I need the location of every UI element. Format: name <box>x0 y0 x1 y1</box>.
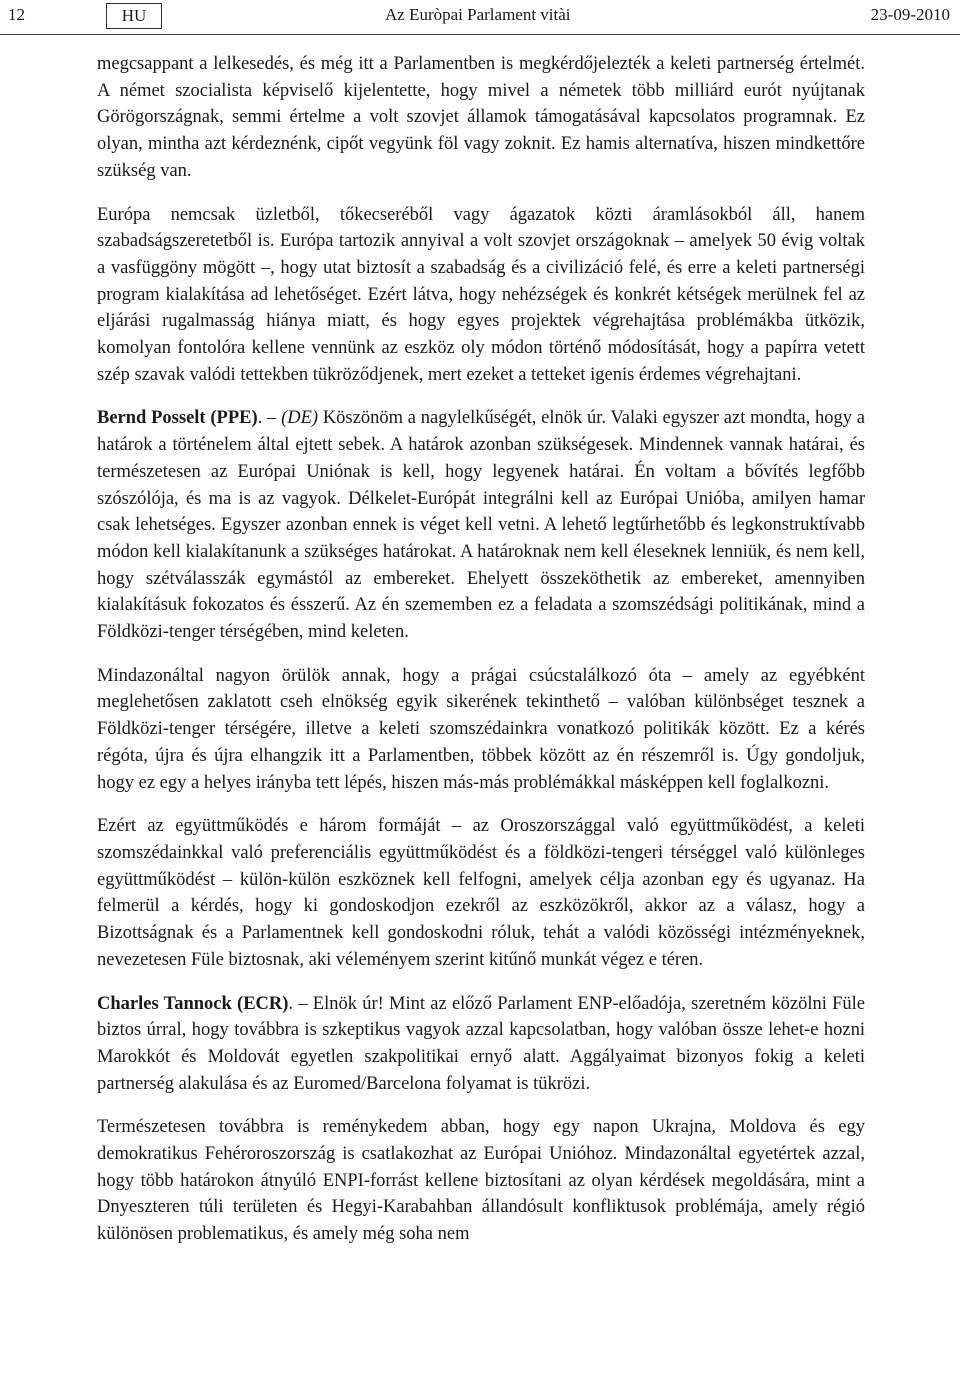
paragraph: Ezért az együttműködés e három formáját – az Oroszországgal való együttműködést, a keleti szomszédainkkal való preferenciális együttműködést és a földközi-tengeri térséggel való különleges együttműködést – külön-külön eszköznek kell felfogni, amelyek célja azonban egy és ugyanaz. Ha felmerül a kérdés, hogy ki gondoskodjon ezekről az eszközökről, akkor az a válasz, hogy a Bizottságnak és a Parlamentnek kell gondoskodni róluk, tehát a valódi közösségi intézményeknek, nevezetesen Füle biztosnak, aki véleményem szerint kitűnő munkát végez e téren. <box>97 816 865 970</box>
page-number: 12 <box>8 5 25 24</box>
speech-paragraph <box>97 991 865 1098</box>
speaker-separator: . – <box>288 993 313 1014</box>
page-header <box>0 0 960 35</box>
speech-paragraph <box>97 405 865 645</box>
speaker-name: Bernd Posselt (PPE) <box>97 408 258 429</box>
speaker-separator: . – <box>257 408 282 429</box>
language-badge: HU <box>106 3 162 29</box>
publication-date: 23-09-2010 <box>870 5 950 24</box>
paragraph: Európa nemcsak üzletből, tőkecseréből vagy ágazatok közti áramlásokból áll, hanem szabadságszeretetből is. Európa tartozik annyival a volt szovjet országoknak – amelyek 50 évig voltak a vasfüggöny mögött –, hogy utat biztosít a szabadság és a civilizáció felé, és erre a keleti partnerségi program kialakítása ad lehetőséget. Ezért látva, hogy nehézségek és konkrét kétségek merülnek fel az eljárási rugalmasság hiánya miatt, és hogy egyes projektek végrehajtása problémákba ütközik, komolyan fontolóra kellene vennünk az eszköz oly módon történő módosítását, hogy a papírra vetett szép szavak valódi tettekben tükröződjenek, mert ezeket a tetteket igenis érdemes végrehajtani. <box>97 204 865 385</box>
original-language: (DE) <box>281 408 319 429</box>
speech-text: Elnök úr! Mint az előző Parlament ENP-előadója, szeretném közölni Füle biztos úrral, hogy továbbra is szkeptikus vagyok azzal kapcsolatban, hogy valóban össze lehet-e hozni Marokkót és Moldovát egyetlen szakpolitikai ernyő alatt. Aggályaimat bizonyos fokig a keleti partnerség alakulása és az Euromed/Barcelona folyamat is tükrözi. <box>97 993 865 1094</box>
speech-text: Köszönöm a nagylelkűségét, elnök úr. Valaki egyszer azt mondta, hogy a határok a történelem által ejtett sebek. A határok azonban szükségesek. Mindennek vannak határai, és természetesen az Európai Uniónak is kell, hogy legyenek határai. Én voltam a bővítés legfőbb szószólója, és ma is az vagyok. Délkelet-Európát integrálni kell az Európai Unióba, amilyen hamar csak lehetséges. Egyszer azonban ennek is véget kell vetni. A lehető legtűrhetőbb és legkonstruktívabb módon kell kialakítanunk a szükséges határokat. A határoknak nem kell éleseknek lenniük, és nem kell, hogy szétválasszák egymástól az embereket. Ehelyett összeköthetik az embereket, amennyiben kialakításuk fokozatos és ésszerű. Az én szememben ez a feladata a szomszédsági politikának, mind a Földközi-tenger térségében, mind keleten. <box>97 408 866 643</box>
publication-title: Az Euròpai Parlament vitài <box>385 5 571 24</box>
paragraph: Mindazonáltal nagyon örülök annak, hogy a prágai csúcstalálkozó óta – amely az egyébként meglehetősen zaklatott cseh elnökség egyik sikerének tekinthető – valóban különbséget tesznek a Földközi-tenger térségére, illetve a keleti szomszédainkra vonatkozó politikák között. Ez a kérés régóta, újra és újra elhangzik itt a Parlamentben, többek között az én részemről is. Úgy gondoljuk, hogy ez egy a helyes irányba tett lépés, hiszen más-más problémákkal másképpen kell foglalkozni. <box>97 665 865 793</box>
paragraph: Természetesen továbbra is reménykedem abban, hogy egy napon Ukrajna, Moldova és egy demokratikus Fehéroroszország is csatlakozhat az Európai Unióhoz. Mindazonáltal egyetértek azzal, hogy több határokon átnyúló ENPI-forrást kellene biztosítani az olyan kérdések megoldására, mint a Dnyeszteren túli területen és Hegyi-Karabahban állandósult konfliktusok problémája, amely régió különösen problematikus, és amely még soha nem <box>97 1117 865 1245</box>
speaker-name: Charles Tannock (ECR) <box>97 993 289 1014</box>
paragraph: megcsappant a lelkesedés, és még itt a Parlamentben is megkérdőjelezték a keleti partnerség értelmét. A német szocialista képviselő kijelentette, hogy mivel a németek több milliárd eurót nyújtanak Görögországnak, semmi értelme a volt szovjet államok támogatásával kapcsolatos programnak. Ez olyan, mintha azt kérdeznénk, cipőt vegyünk föl vagy zoknit. Ez hamis alternatíva, hiszen mindkettőre szükség van. <box>97 54 865 181</box>
document-body <box>97 51 865 1265</box>
